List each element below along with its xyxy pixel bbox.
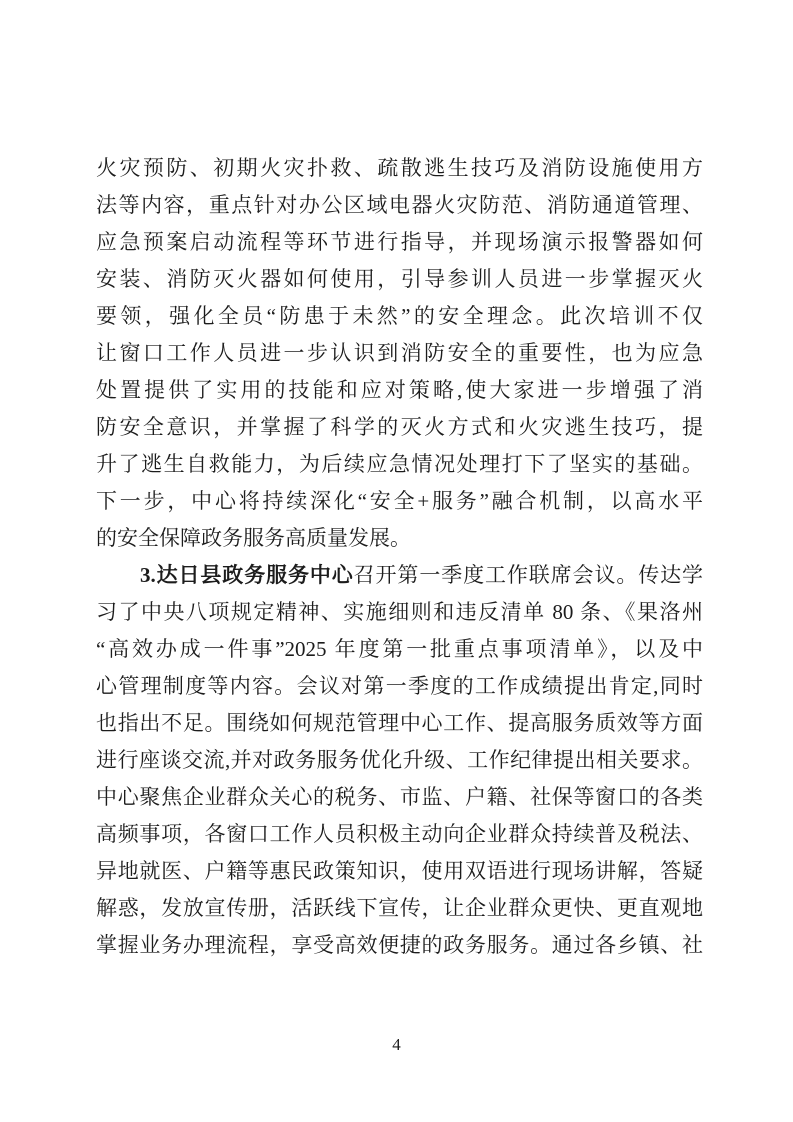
text-line: 法等内容，重点针对办公区域电器火灾防范、消防通道管理、 [96,193,703,217]
page-number: 4 [392,1035,401,1054]
text-line: 应急预案启动流程等环节进行指导，并现场演示报警器如何 [96,230,703,254]
text-line: 让窗口工作人员进一步认识到消防安全的重要性，也为应急 [96,341,703,365]
text-line: 处置提供了实用的技能和应对策略,使大家进一步增强了消 [96,378,703,402]
text-line: 也指出不足。围绕如何规范管理中心工作、提高服务质效等方面 [96,711,703,735]
text-line: 安装、消防灭火器如何使用，引导参训人员进一步掌握灭火 [96,267,703,291]
text-line: 掌握业务办理流程，享受高效便捷的政务服务。通过各乡镇、社 [96,933,703,957]
text-line: 中心聚焦企业群众关心的税务、市监、户籍、社保等窗口的各类 [96,785,703,809]
text-line: 心管理制度等内容。会议对第一季度的工作成绩提出肯定,同时 [96,674,703,698]
text-line: “高效办成一件事”2025 年度第一批重点事项清单》，以及中 [96,637,703,661]
text-line: 解惑，发放宣传册，活跃线下宣传，让企业群众更快、更直观地 [96,896,703,920]
text-line: 高频事项，各窗口工作人员积极主动向企业群众持续普及税法、 [96,822,703,846]
text-line: 习了中央八项规定精神、实施细则和违反清单 80 条、《果洛州 [96,600,703,624]
section-heading-line [96,557,703,594]
section-lead-text: 召开第一季度工作联席会议。传达学 [353,563,703,587]
text-line: 火灾预防、初期火灾扑救、疏散逃生技巧及消防设施使用方 [96,156,703,180]
document-body [96,150,703,964]
text-line: 防安全意识，并掌握了科学的灭火方式和火灾逃生技巧，提 [96,415,703,439]
text-line: 要领，强化全员“防患于未然”的安全理念。此次培训不仅 [96,304,703,328]
text-line: 下一步，中心将持续深化“安全+服务”融合机制，以高水平 [96,489,703,513]
text-line: 进行座谈交流,并对政务服务优化升级、工作纪律提出相关要求。 [96,748,703,772]
section-number-title: 3.达日县政务服务中心 [140,563,354,587]
paragraph-last-line: 的安全保障政务服务高质量发展。 [96,526,411,550]
text-line: 异地就医、户籍等惠民政策知识，使用双语进行现场讲解，答疑 [96,859,703,883]
text-line: 升了逃生自救能力，为后续应急情况处理打下了坚实的基础。 [96,452,703,476]
